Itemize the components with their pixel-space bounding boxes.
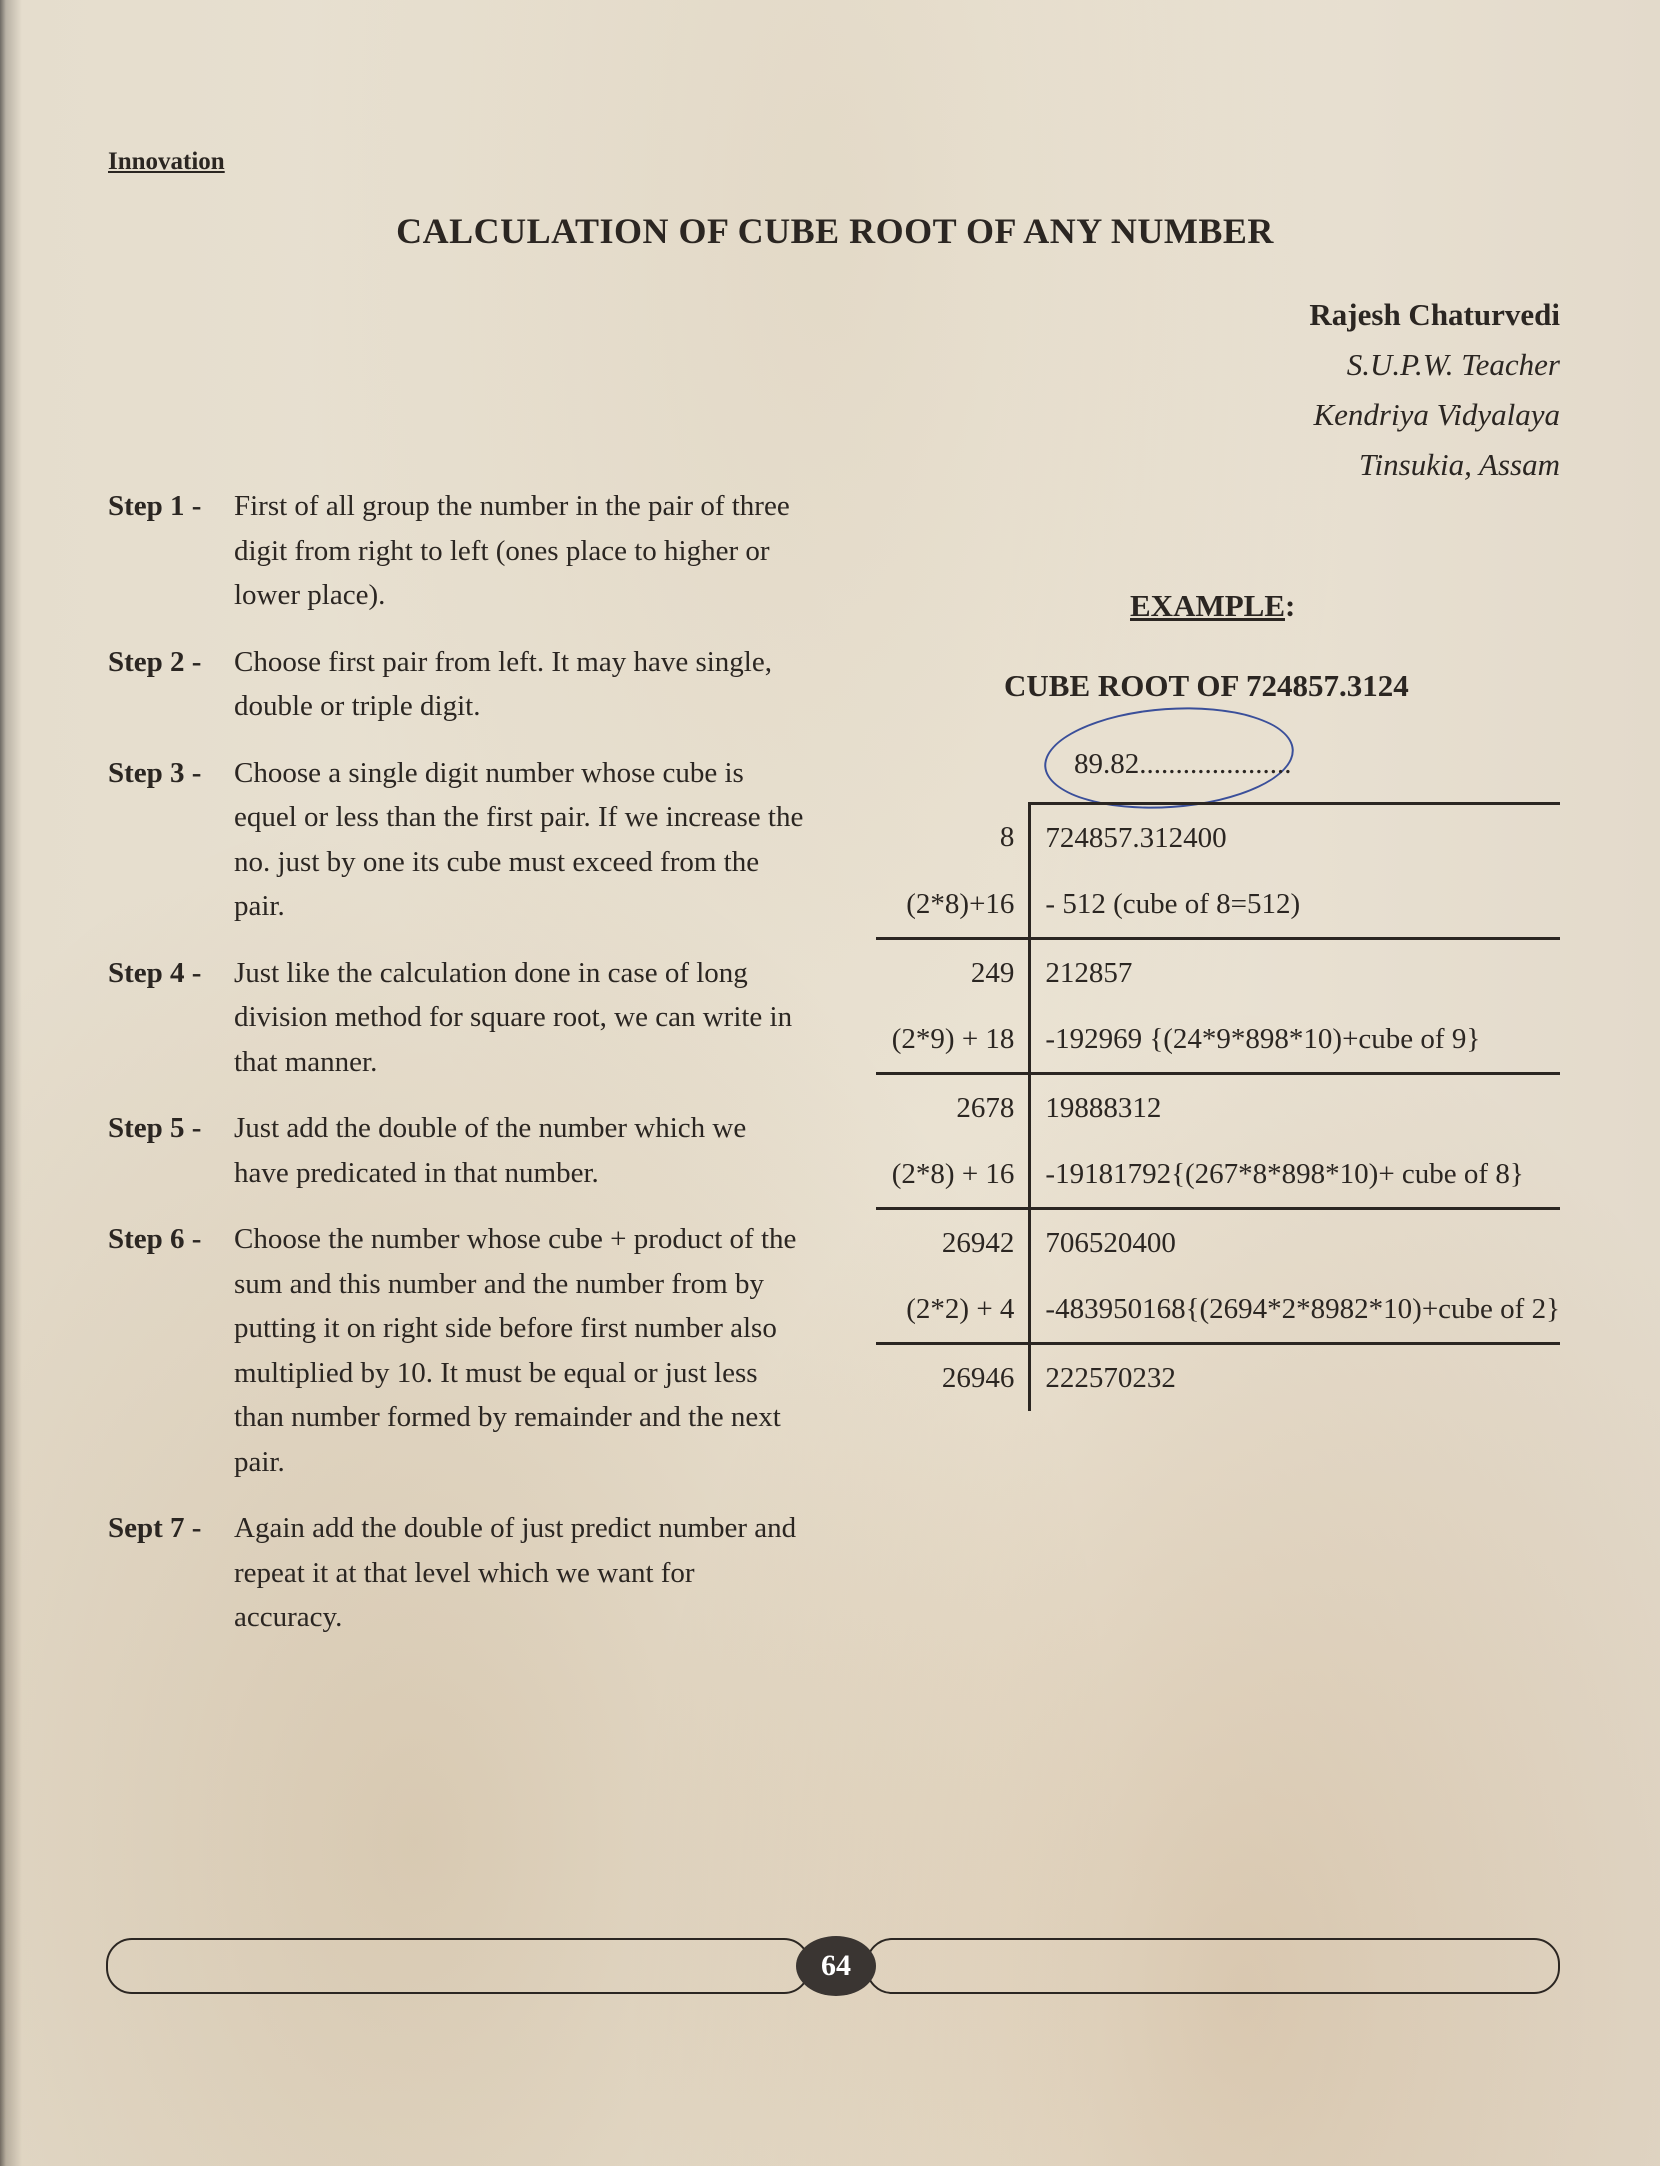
step-text: First of all group the number in the pair of three digit from right to left (ones place to higher or lower place). bbox=[234, 490, 790, 611]
table-row bbox=[876, 1276, 1560, 1344]
table-row bbox=[876, 1074, 1560, 1142]
example-answer bbox=[1074, 748, 1292, 781]
author-school: Kendriya Vidyalaya bbox=[1313, 397, 1560, 432]
step-text: Just add the double of the number which we have predicated in that number. bbox=[234, 1112, 747, 1189]
table-row bbox=[876, 1006, 1560, 1074]
step-text: Choose a single digit number whose cube is equel or less than the first pair. If we increase the no. just by one its cube must exceed from the pair. bbox=[234, 756, 804, 922]
table-row bbox=[876, 1344, 1560, 1412]
table-row bbox=[876, 1209, 1560, 1277]
right-cell: -19181792{(267*8*898*10)+ cube of 8} bbox=[1045, 1157, 1524, 1190]
step-label: Step 5 - bbox=[108, 1112, 202, 1144]
example-colon: : bbox=[1285, 588, 1296, 623]
step-label: Step 2 - bbox=[108, 645, 202, 678]
step-text: Choose first pair from left. It may have single, double or triple digit. bbox=[234, 645, 772, 722]
step-item bbox=[108, 640, 808, 729]
example-label: EXAMPLE bbox=[1130, 588, 1285, 623]
step-label: Sept 7 - bbox=[108, 1512, 202, 1544]
author-designation: S.U.P.W. Teacher bbox=[1346, 347, 1560, 382]
step-text: Again add the double of just predict number and repeat it at that level which we want for accuracy. bbox=[234, 1512, 797, 1633]
right-cell: - 512 (cube of 8=512) bbox=[1045, 887, 1301, 920]
table-row bbox=[876, 939, 1560, 1007]
section-label: Innovation bbox=[108, 148, 225, 175]
steps-list bbox=[108, 484, 808, 1662]
left-cell: (2*2) + 4 bbox=[876, 1276, 1030, 1344]
right-cell: -192969 {(24*9*898*10)+cube of 9} bbox=[1045, 1022, 1481, 1055]
right-cell: 222570232 bbox=[1030, 1344, 1560, 1412]
left-cell: 2678 bbox=[876, 1074, 1030, 1142]
step-label: Step 4 - bbox=[108, 956, 202, 989]
step-item bbox=[108, 951, 808, 1085]
author-name: Rajesh Chaturvedi bbox=[1309, 297, 1560, 332]
right-cell: -483950168{(2694*2*8982*10)+cube of 2} bbox=[1045, 1292, 1560, 1325]
page-number: 64 bbox=[796, 1936, 876, 1996]
author-location: Tinsukia, Assam bbox=[1359, 447, 1560, 482]
step-item bbox=[108, 1217, 808, 1484]
example-problem: CUBE ROOT OF 724857.3124 bbox=[1004, 668, 1409, 703]
footer-bar-right bbox=[866, 1938, 1560, 1994]
example-heading bbox=[1130, 588, 1295, 624]
step-item bbox=[108, 1506, 808, 1640]
step-label: Step 6 - bbox=[108, 1223, 202, 1255]
calculation-table bbox=[876, 802, 1560, 1411]
article-title: CALCULATION OF CUBE ROOT OF ANY NUMBER bbox=[396, 211, 1274, 251]
step-label: Step 3 - bbox=[108, 756, 202, 789]
right-cell: 724857.312400 bbox=[1030, 804, 1560, 872]
table-row bbox=[876, 804, 1560, 872]
table-row bbox=[876, 871, 1560, 939]
left-cell: (2*9) + 18 bbox=[876, 1006, 1030, 1074]
step-item bbox=[108, 484, 808, 618]
right-cell: 212857 bbox=[1030, 939, 1560, 1007]
left-cell: 8 bbox=[876, 804, 1030, 872]
left-cell: (2*8)+16 bbox=[876, 871, 1030, 939]
step-text: Choose the number whose cube + product of the sum and this number and the number from by putting it on right side before first number also multiplied by 10. It must be equal or just less than number formed by remainder and the next pair. bbox=[234, 1223, 797, 1478]
left-cell: (2*8) + 16 bbox=[876, 1141, 1030, 1209]
author-block bbox=[1309, 290, 1560, 490]
footer-bar-left bbox=[106, 1938, 810, 1994]
left-cell: 26942 bbox=[876, 1209, 1030, 1277]
step-item bbox=[108, 1106, 808, 1195]
answer-value: 89.82 bbox=[1074, 748, 1140, 780]
answer-dots: ..................... bbox=[1139, 748, 1292, 780]
step-text: Just like the calculation done in case of long division method for square root, we can write in that manner. bbox=[234, 956, 793, 1078]
left-cell: 249 bbox=[876, 939, 1030, 1007]
step-label: Step 1 - bbox=[108, 490, 202, 522]
step-item bbox=[108, 751, 808, 929]
table-row bbox=[876, 1141, 1560, 1209]
left-cell: 26946 bbox=[876, 1344, 1030, 1412]
right-cell: 19888312 bbox=[1030, 1074, 1560, 1142]
right-cell: 706520400 bbox=[1030, 1209, 1560, 1277]
